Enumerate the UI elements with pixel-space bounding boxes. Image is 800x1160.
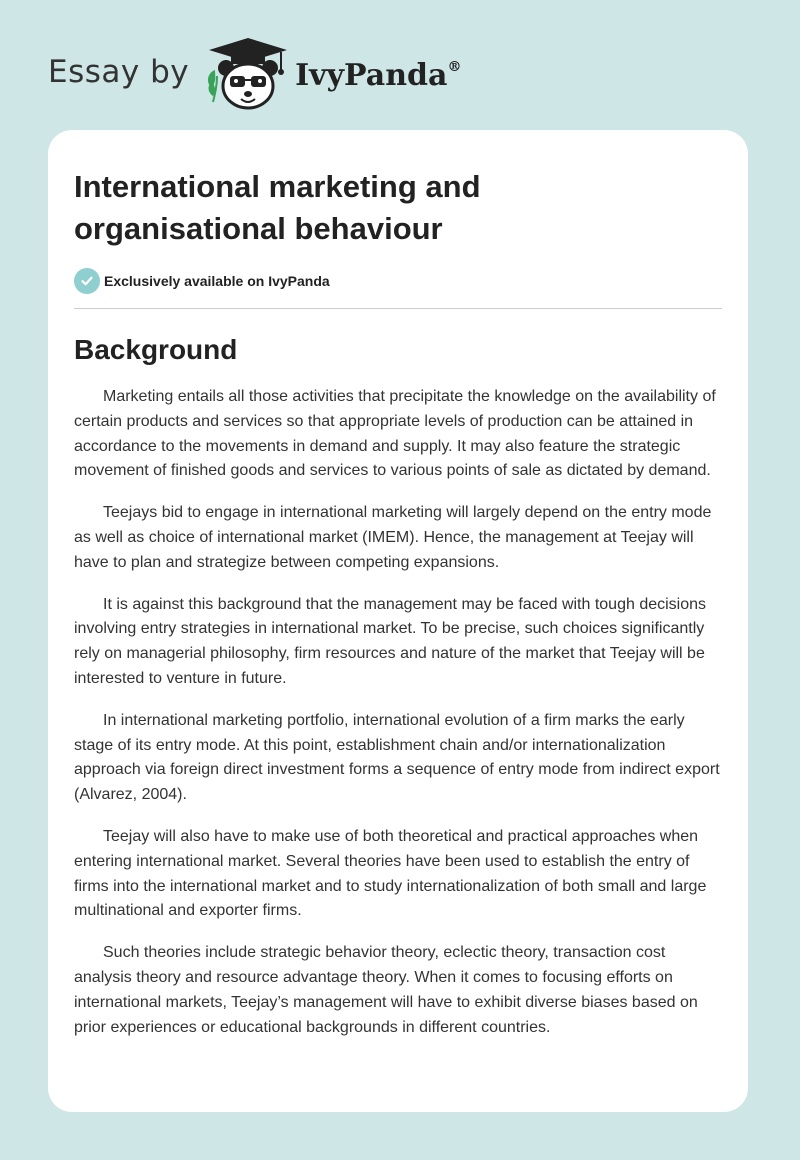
exclusive-badge: [74, 268, 722, 294]
check-icon: [74, 268, 100, 294]
paragraph: It is against this background that the management may be faced with tough decisions involving entry strategies in international market. To be precise, such choices significantly rely on managerial philosophy, firm resources and nature of the market that Teejay will be interested to venture in future.: [74, 595, 707, 687]
panda-logo-icon: [203, 36, 293, 112]
essay-by-label: Essay by: [48, 54, 190, 90]
registered-mark: ®: [447, 58, 462, 75]
paragraph: In international marketing portfolio, international evolution of a firm marks the early stage of its entry mode. At this point, establishment chain and/or internationalization approach via foreign direct investment forms a sequence of entry mode from indirect export (Alvarez, 2004).: [74, 711, 720, 804]
paragraph: Marketing entails all those activities that precipitate the knowledge on the availability of certain products and services so that appropriate levels of production can be attained in accordance to the movements in demand and supply. It may also feature the strategic movement of finished goods and services to various points of sale as dictated by demand.: [74, 388, 716, 480]
essay-body: [74, 385, 722, 1040]
section-title: Background: [74, 334, 238, 365]
brand-name: [295, 58, 461, 93]
essay-card: [48, 130, 748, 1112]
paragraph: Teejays bid to engage in international marketing will largely depend on the entry mode as well as choice of international market (IMEM). Hence, the management at Teejay will have to plan and strategize between competing expansions.: [74, 504, 712, 571]
paragraph: Teejay will also have to make use of both theoretical and practical approaches when entering international market. Several theories have been used to establish the entry of firms into the international market and to study internationalization of both small and large multinational and exporter firms.: [74, 827, 707, 920]
brand-label: IvyPanda: [295, 57, 448, 93]
site-header: [48, 34, 461, 114]
paragraph: Such theories include strategic behavior theory, eclectic theory, transaction cost analysis theory and resource advantage theory. When it comes to focusing efforts on international markets, Teejay’s management will have to exhibit diverse biases based on prior experiences or educational backgrounds in different countries.: [74, 944, 698, 1036]
divider: [74, 308, 722, 309]
page-title: International marketing and organisational behaviour: [74, 169, 481, 246]
exclusive-badge-label: Exclusively available on IvyPanda: [104, 273, 330, 289]
